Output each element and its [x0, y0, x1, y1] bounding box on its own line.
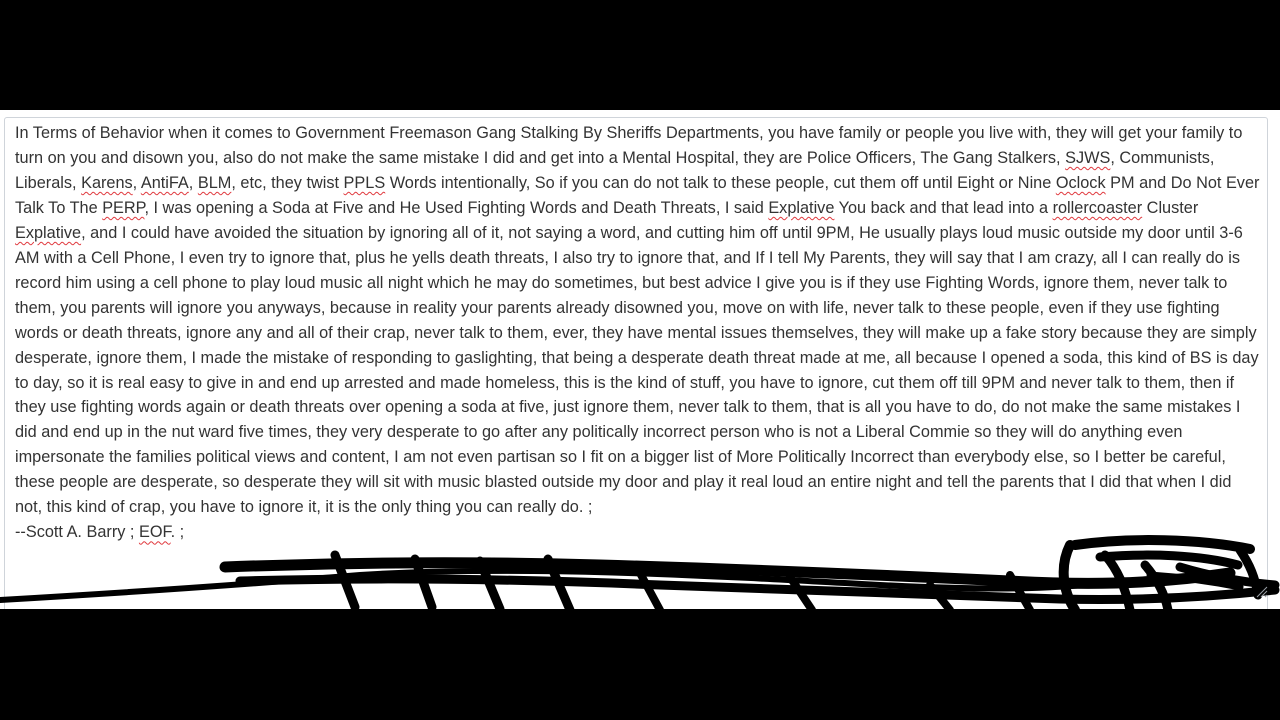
misspelled-word: Explative — [768, 198, 835, 217]
text-run: , and I could have avoided the situation by ignoring all of it, not saying a word, and cutting him off until 9PM, He usually plays loud music outside my door until 3-6 AM with a Cell Phone, I even try to ignore that, plus he yells death threats, I also try to ignore that, and If I tell My Parents, they will say that I am crazy, all I can really do is record him using a cell phone to play loud music all night which he may do sometimes, but best advice I give you is if they use Fighting Words, ignore them, never talk to them, you parents will ignore you anyways, because in reality your parents already disowned you, move on with life, never talk to these people, even if they use fighting words or death threats, ignore any and all of their crap, never talk to them, ever, they have mental issues themselves, they will make up a fake story because they are simply desperate, ignore them, I made the mistake of responding to gaslighting, that being a desperate death threat made at me, all because I opened a soda, this kind of BS is day to day, so it is real easy to give in and end up arrested and made homeless, this is the kind of stuff, you have to ignore, cut them off till 9PM and never talk to them, then if they use fighting words again or death threats over opening a soda at five, just ignore them, never talk to them, that is all you have to do, do not make the same mistakes I did and end up in the nut ward five times, they very desperate to go after any politically incorrect person who is not a Liberal Commie so they will do anything even impersonate the families political views and content, I am not even partisan so I fit on a bigger list of More Politically Incorrect than everybody else, so I better be careful, these people are desperate, so desperate they will sit with music blasted outside my door and play it real loud an entire night and tell the parents that I did that when I did not, this kind of crap, you have to ignore it, it is the only thing you can really do. ; — [15, 223, 1259, 517]
misspelled-word: AntiFA — [140, 173, 189, 192]
text-run: , I was opening a Soda at Five and He Used Fighting Words and Death Threats, I said — [144, 198, 769, 217]
misspelled-word: SJWS — [1065, 148, 1111, 167]
text-run: Cluster — [1142, 198, 1199, 217]
text-run: Words intentionally, So if you can do not talk to these people, cut them off until Eight or Nine — [385, 173, 1056, 192]
text-run: , Communists, Liberals, — [15, 148, 1215, 192]
letterbox-bottom — [0, 609, 1280, 720]
text-run: , — [132, 173, 141, 192]
post-text — [15, 121, 1260, 545]
misspelled-word: Oclock — [1055, 173, 1106, 192]
misspelled-word: BLM — [197, 173, 232, 192]
text-run: . ; — [170, 523, 185, 542]
text-run: , etc, they twist — [231, 173, 344, 192]
text-run: PM and Do Not Ever Talk To The — [15, 173, 1260, 217]
misspelled-word: PPLS — [343, 173, 386, 192]
text-run: You back and that lead into a — [834, 198, 1053, 217]
misspelled-word: EOF — [138, 523, 171, 542]
misspelled-word: rollercoaster — [1052, 198, 1143, 217]
misspelled-word: Karens — [81, 173, 133, 192]
text-run: In Terms of Behavior when it comes to Government Freemason Gang Stalking By Sheriffs Departments, you have family or people you live with, they will get your family to turn on you and disown you, also do not make the same mistake I did and get into a Mental Hospital, they are Police Officers, The Gang Stalkers, — [15, 124, 1243, 167]
letterbox-top — [0, 0, 1280, 110]
post-signature — [15, 523, 184, 541]
post-body-text — [15, 124, 1259, 516]
misspelled-word: PERP — [102, 198, 145, 217]
resize-grip-icon[interactable] — [1254, 584, 1268, 598]
text-run: , — [188, 173, 198, 192]
misspelled-word: Explative — [15, 223, 82, 242]
text-run: --Scott A. Barry ; — [15, 523, 139, 542]
